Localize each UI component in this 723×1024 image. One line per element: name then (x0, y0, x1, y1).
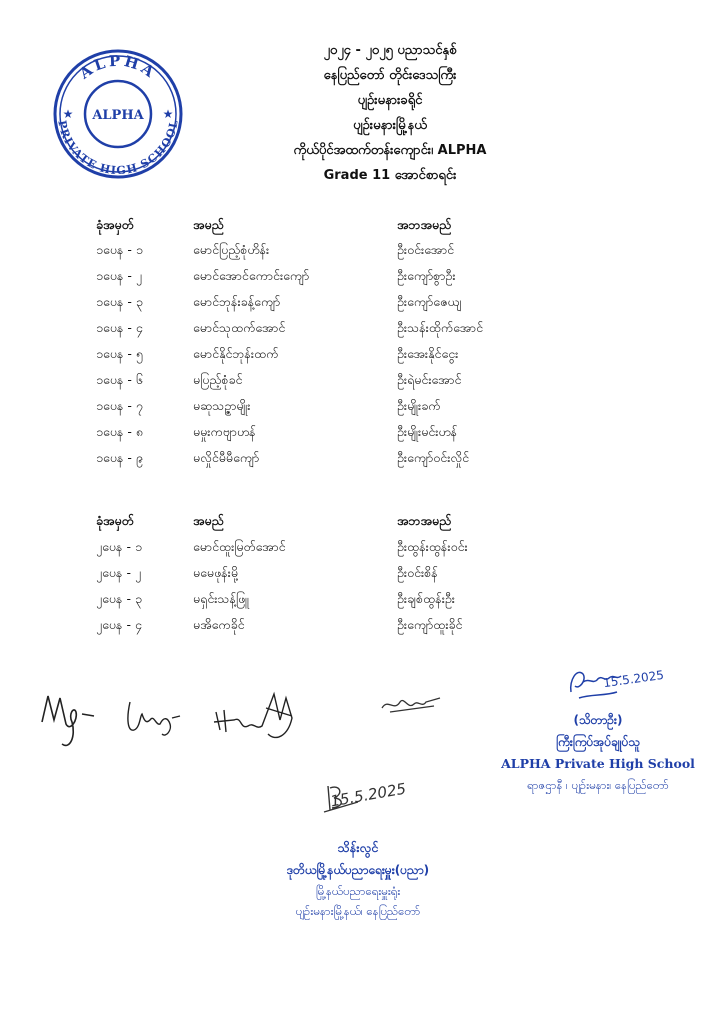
header-school: ကိုယ်ပိုင်အထက်တန်းကျောင်း၊ ALPHA (293, 143, 487, 158)
col-header-name: အမည် (193, 217, 224, 232)
principal-name: (သိတာဦး) (573, 713, 623, 727)
table-row-name: မမှုးကဗျာဟန် (193, 424, 256, 439)
table-row-name: မောင်ပြည့်စုံဟိန်း (193, 242, 270, 257)
header-academic-year: ၂၀၂၄ - ၂၀၂၅ ပညာသင်နှစ် (323, 43, 457, 58)
header-township: ပျဉ်းမနားမြို့နယ် (353, 118, 427, 133)
table-row-name: မောင်ထူးမြတ်အောင် (193, 539, 286, 554)
principal-address: ရာဇဌာနီ ၊ ပျဉ်းမနား၊ နေပြည်တော် (527, 778, 669, 792)
col-header-name: အမည် (193, 513, 224, 528)
table-row-father: ဦးသန်းထိုက်အောင် (397, 320, 483, 335)
officer-address: ပျဉ်းမနားမြို့နယ်၊ နေပြည်တော် (295, 904, 421, 918)
principal-title: ကြီးကြပ်အုပ်ချုပ်သူ (555, 735, 641, 749)
col-header-father: အဘအမည် (397, 513, 452, 528)
table-row-name: မအိကေခိုင် (193, 617, 245, 632)
table-row-father: ဦးထွန်းထွန်းဝင်း (397, 539, 468, 554)
table-row-name: မရှင်းသန့်ဖြူ (193, 591, 249, 606)
table-row-roll: ၁ပေန - ၄ (96, 320, 143, 335)
table-row-father: ဦးဝင်းအောင် (397, 242, 455, 257)
table-row-roll: ၁ပေန - ၈ (96, 424, 144, 439)
table-row-roll: ၁ပေန - ၆ (96, 372, 143, 387)
officer-title: ဒုတိယမြို့နယ်ပညာရေးမှူး(ပညာ) (286, 863, 430, 877)
table-row-father: ဦးမျိုးခက် (397, 398, 441, 413)
table-row-roll: ၁ပေန - ၃ (96, 294, 143, 309)
table-row-father: ဦးကျော်စွာဦး (397, 268, 456, 283)
col-header-roll: ခုံအမှတ် (96, 217, 134, 232)
table-row-roll: ၂ပေန - ၂ (96, 565, 142, 580)
table-row-name: မောင်ဘုန်းခန့်ကျော် (193, 294, 281, 309)
table-row-father: ဦးမျိုးမင်းဟန် (397, 424, 458, 439)
col-header-roll: ခုံအမှတ် (96, 513, 134, 528)
header-title: Grade 11 အောင်စာရင်း (323, 168, 457, 183)
table-row-name: မဆုသဉ္ဇာမျိုး (193, 398, 251, 413)
committee-signatures (30, 680, 350, 770)
table-row-roll: ၁ပေန - ၉ (96, 450, 143, 465)
table-row-name: မလှိုင်မီမီကျော် (193, 450, 260, 465)
table-row-roll: ၂ပေန - ၁ (96, 539, 143, 554)
table-row-roll: ၁ပေန - ၅ (96, 346, 143, 361)
table-row-father: ဦးရဲမင်းအောင် (397, 372, 462, 387)
table-row-name: မမေဖုန်းမို့ (193, 565, 238, 580)
table-row-roll: ၂ပေန - ၄ (96, 617, 143, 632)
table-row-name: မောင်သုထက်အောင် (193, 320, 286, 335)
table-row-father: ဦးအေးနိုင်ငွေး (397, 346, 459, 361)
table-row-name: မောင်အောင်ကောင်းကျော် (193, 268, 310, 283)
header-region: နေပြည်တော် တိုင်းဒေသကြီး (323, 68, 457, 83)
table-row-roll: ၂ပေန - ၃ (96, 591, 143, 606)
header-district: ပျဉ်းမနားခရိုင် (357, 93, 423, 108)
table-row-father: ဦးကျော်ဇေယျ (397, 294, 462, 309)
table-row-roll: ၁ပေန - ၇ (96, 398, 143, 413)
principal-school: ALPHA Private High School (501, 756, 695, 771)
principal-date: 15.5.2025 (602, 667, 665, 691)
table-row-father: ဦးဝင်းစိန် (397, 565, 438, 580)
seal-arc-bottom: PRIVATE HIGH SCHOOL (55, 119, 181, 178)
seal-star-icon: ★ (162, 107, 174, 121)
scribble-initials (378, 688, 448, 716)
table-row-name: မပြည့်စုံခင် (193, 372, 243, 387)
seal-star-icon: ★ (62, 107, 74, 121)
officer-name: သိန်းလွင် (337, 840, 379, 855)
table-row-father: ဦးကျော်ဝင်းလှိုင် (397, 450, 470, 465)
seal-arc-top: ALPHA (75, 51, 161, 83)
table-row-roll: ၁ပေန - ၁ (96, 242, 143, 257)
table-row-father: ဦးကျော်ထူးခိုင် (397, 617, 463, 632)
col-header-father: အဘအမည် (397, 217, 452, 232)
table-row-roll: ၁ပေန - ၂ (96, 268, 143, 283)
seal-center-text: ALPHA (92, 108, 144, 123)
officer-date: 15.5.2025 (329, 779, 408, 811)
table-row-father: ဦးချစ်ထွန်းဦး (397, 591, 455, 606)
officer-office: မြို့နယ်ပညာရေးမှူးရုံး (315, 884, 401, 898)
table-row-name: မောင်နိုင်ဘုန်းထက် (193, 346, 279, 361)
